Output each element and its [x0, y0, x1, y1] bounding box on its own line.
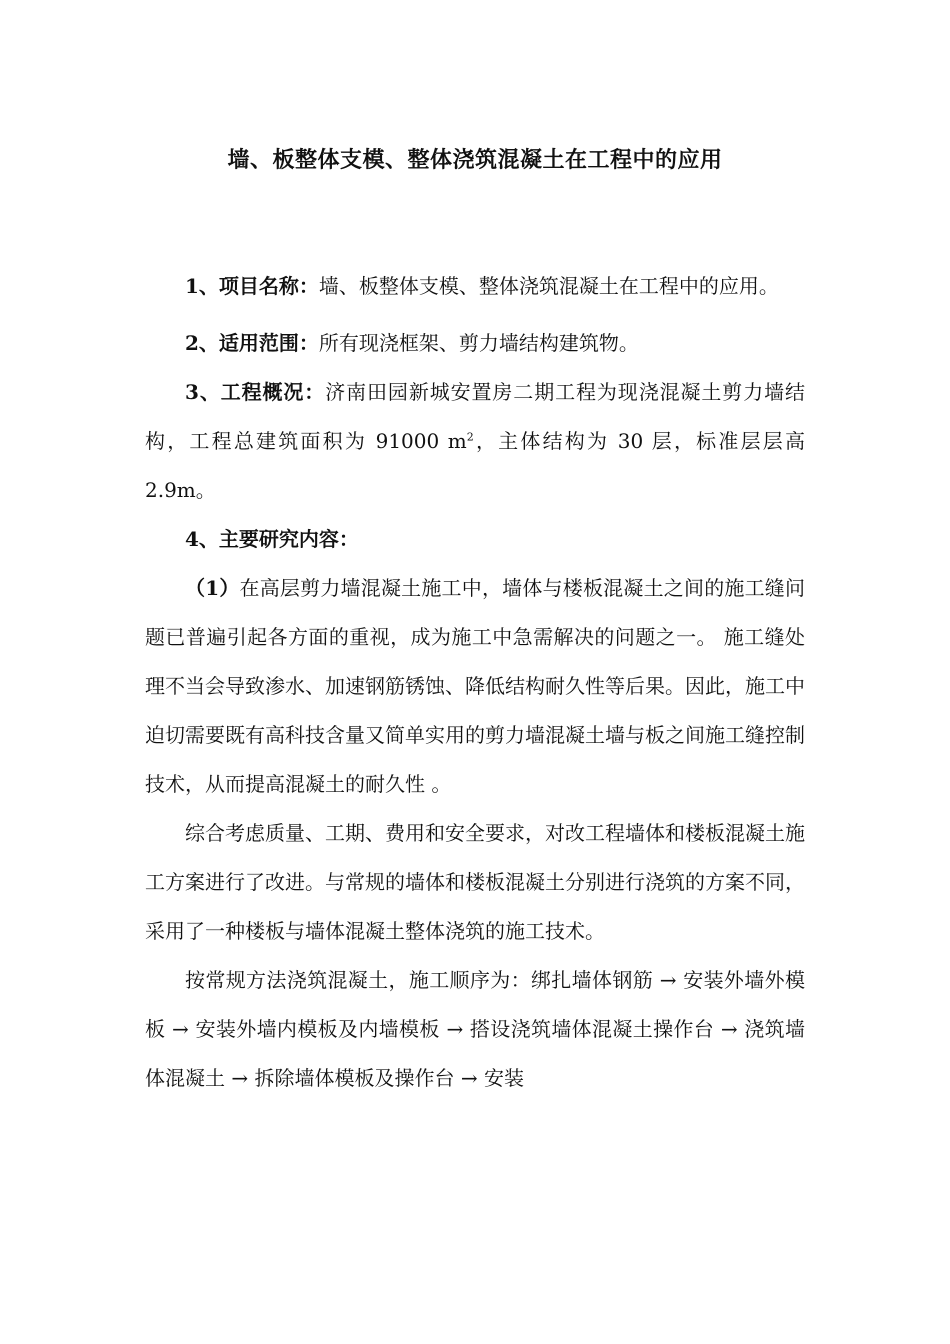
section-text: ，主体结构为 30 层，标准层层高 2.9m。	[145, 429, 805, 502]
section-research-content	[145, 515, 805, 564]
paragraph-text: 在高层剪力墙混凝土施工中，墙体与楼板混凝土之间的施工缝问题已普遍引起各方面的重视，成为施工中急需解决的问题之一。 施工缝处理不当会导致渗水、加速钢筋锈蚀、降低结构耐久性等后果。因此，施工中迫切需要既有高科技含量又简单实用的剪力墙混凝土墙与板之间施工缝控制技术，从而提高混凝土的耐久性 。	[145, 576, 806, 796]
section-project-name	[145, 262, 805, 311]
paragraph-number: （1）	[185, 576, 240, 600]
section-label: 4、主要研究内容：	[185, 527, 359, 551]
superscript: 2	[466, 430, 474, 444]
document-body	[145, 262, 805, 1103]
section-overview	[145, 368, 805, 515]
section-text: 济南田园新城安置房二期工程为现浇混凝土剪力墙结构，工程总建筑面积为 91000 m	[145, 380, 806, 453]
section-scope	[145, 319, 805, 368]
section-label: 3、工程概况：	[185, 380, 326, 404]
paragraph-2: 综合考虑质量、工期、费用和安全要求，对改工程墙体和楼板混凝土施工方案进行了改进。与常规的墙体和楼板混凝土分别进行浇筑的方案不同，采用了一种楼板与墙体混凝土整体浇筑的施工技术。	[145, 821, 805, 943]
paragraph-1	[145, 564, 805, 809]
paragraph-3: 按常规方法浇筑混凝土，施工顺序为：绑扎墙体钢筋 → 安装外墙外模板 → 安装外墙内模板及内墙模板 → 搭设浇筑墙体混凝土操作台 → 浇筑墙体混凝土 → 拆除墙体模板及操作台 → 安装	[145, 968, 805, 1090]
section-text: 所有现浇框架、剪力墙结构建筑物。	[318, 331, 639, 355]
document-title: 墙、板整体支模、整体浇筑混凝土在工程中的应用	[227, 147, 723, 173]
section-label: 2、适用范围：	[185, 331, 319, 355]
section-text: 墙、板整体支模、整体浇筑混凝土在工程中的应用。	[318, 274, 779, 298]
section-label: 1、项目名称：	[185, 274, 319, 298]
